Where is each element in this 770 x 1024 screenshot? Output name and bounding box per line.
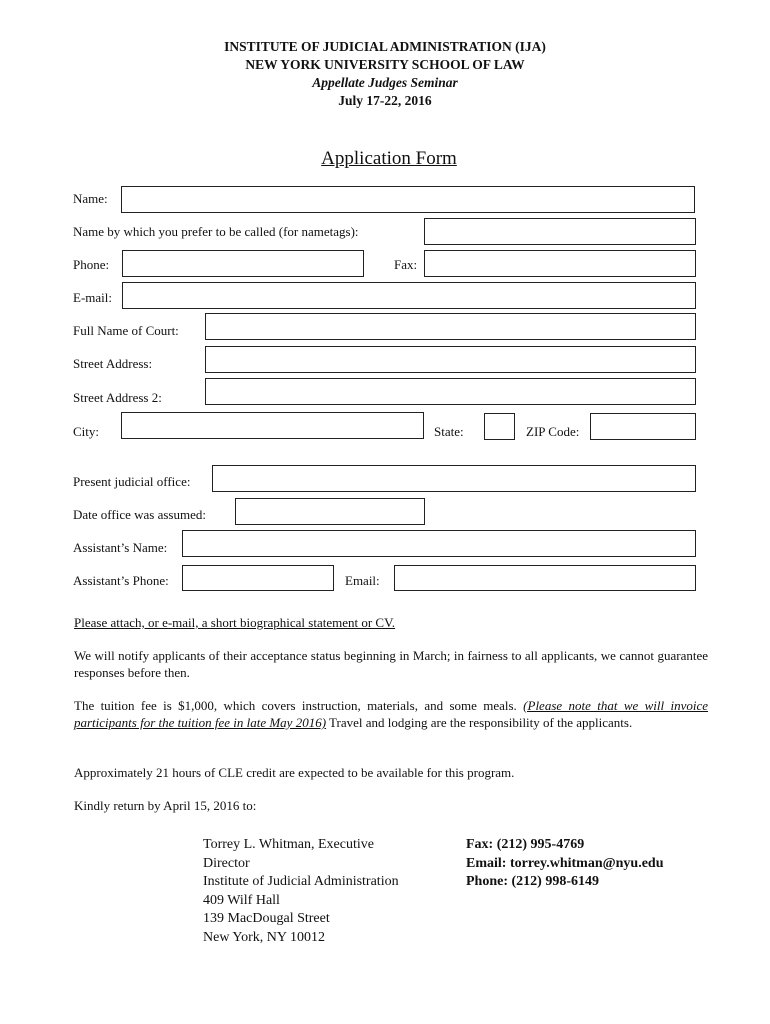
email-label: E-mail:: [73, 290, 112, 305]
mailing-address: [203, 836, 443, 947]
contact-email[interactable]: Email: torrey.whitman@nyu.edu: [466, 855, 664, 871]
zip-input[interactable]: [590, 413, 696, 440]
cle-credit-text: Approximately 21 hours of CLE credit are expected to be available for this program.: [74, 765, 515, 780]
street-address-2-input[interactable]: [205, 378, 696, 405]
contact-info: [466, 836, 664, 892]
seminar-name: Appellate Judges Seminar: [312, 75, 458, 90]
judicial-office-label: Present judicial office:: [73, 474, 191, 489]
court-label: Full Name of Court:: [73, 323, 179, 338]
street-address-input[interactable]: [205, 346, 696, 373]
phone-label: Phone:: [73, 257, 110, 272]
name-input[interactable]: [121, 186, 695, 213]
address-line: New York, NY 10012: [203, 929, 325, 945]
state-label: State:: [434, 424, 464, 439]
court-input[interactable]: [205, 313, 696, 340]
address-line: Torrey L. Whitman, Executive: [203, 837, 374, 852]
assistant-phone-label: Assistant’s Phone:: [73, 573, 169, 588]
assistant-name-label: Assistant’s Name:: [73, 540, 168, 555]
nametag-input[interactable]: [424, 218, 696, 245]
assistant-email-input[interactable]: [394, 565, 696, 591]
zip-label: ZIP Code:: [526, 424, 580, 439]
tuition-fee-paragraph: [74, 697, 708, 731]
date-assumed-input[interactable]: [235, 498, 425, 525]
address-line: 139 MacDougal Street: [203, 911, 330, 926]
email-input[interactable]: [122, 282, 696, 309]
invoice-note: (Please note that we will invoice participants for the tuition fee in late May 2016): [74, 698, 708, 730]
date-assumed-label: Date office was assumed:: [73, 507, 206, 522]
phone-input[interactable]: [122, 250, 364, 277]
travel-lodging-text: Travel and lodging are the responsibility of the applicants.: [326, 715, 633, 730]
contact-fax: Fax: (212) 995-4769: [466, 837, 585, 852]
assistant-email-label: Email:: [345, 573, 380, 588]
assistant-phone-input[interactable]: [182, 565, 334, 591]
city-label: City:: [73, 424, 100, 439]
seminar-dates: July 17-22, 2016: [338, 93, 432, 108]
assistant-name-input[interactable]: [182, 530, 696, 557]
nametag-label: Name by which you prefer to be called (for nametags):: [73, 224, 359, 239]
acceptance-notice: We will notify applicants of their acceptance status beginning in March; in fairness to all applicants, we cannot guarantee responses before then.: [74, 648, 708, 680]
fax-input[interactable]: [424, 250, 696, 277]
city-input[interactable]: [121, 412, 424, 439]
institute-name: INSTITUTE OF JUDICIAL ADMINISTRATION (IJA): [224, 39, 546, 54]
attach-cv-note: Please attach, or e-mail, a short biographical statement or CV.: [74, 615, 396, 630]
school-name: NEW YORK UNIVERSITY SCHOOL OF LAW: [245, 57, 525, 72]
name-label: Name:: [73, 191, 108, 206]
contact-phone: Phone: (212) 998-6149: [466, 874, 599, 889]
fax-label: Fax:: [394, 257, 418, 272]
address-line: Institute of Judicial Administration: [203, 874, 399, 889]
address-line: 409 Wilf Hall: [203, 892, 280, 908]
address-line: Director: [203, 855, 250, 871]
judicial-office-input[interactable]: [212, 465, 696, 492]
form-title: Application Form: [321, 148, 457, 169]
tuition-fee-text: The tuition fee is $1,000, which covers instruction, materials, and some meals.: [74, 698, 517, 713]
street-address-2-label: Street Address 2:: [73, 390, 162, 405]
street-address-label: Street Address:: [73, 356, 153, 371]
return-by-text: Kindly return by April 15, 2016 to:: [74, 798, 257, 813]
state-input[interactable]: [484, 413, 515, 440]
